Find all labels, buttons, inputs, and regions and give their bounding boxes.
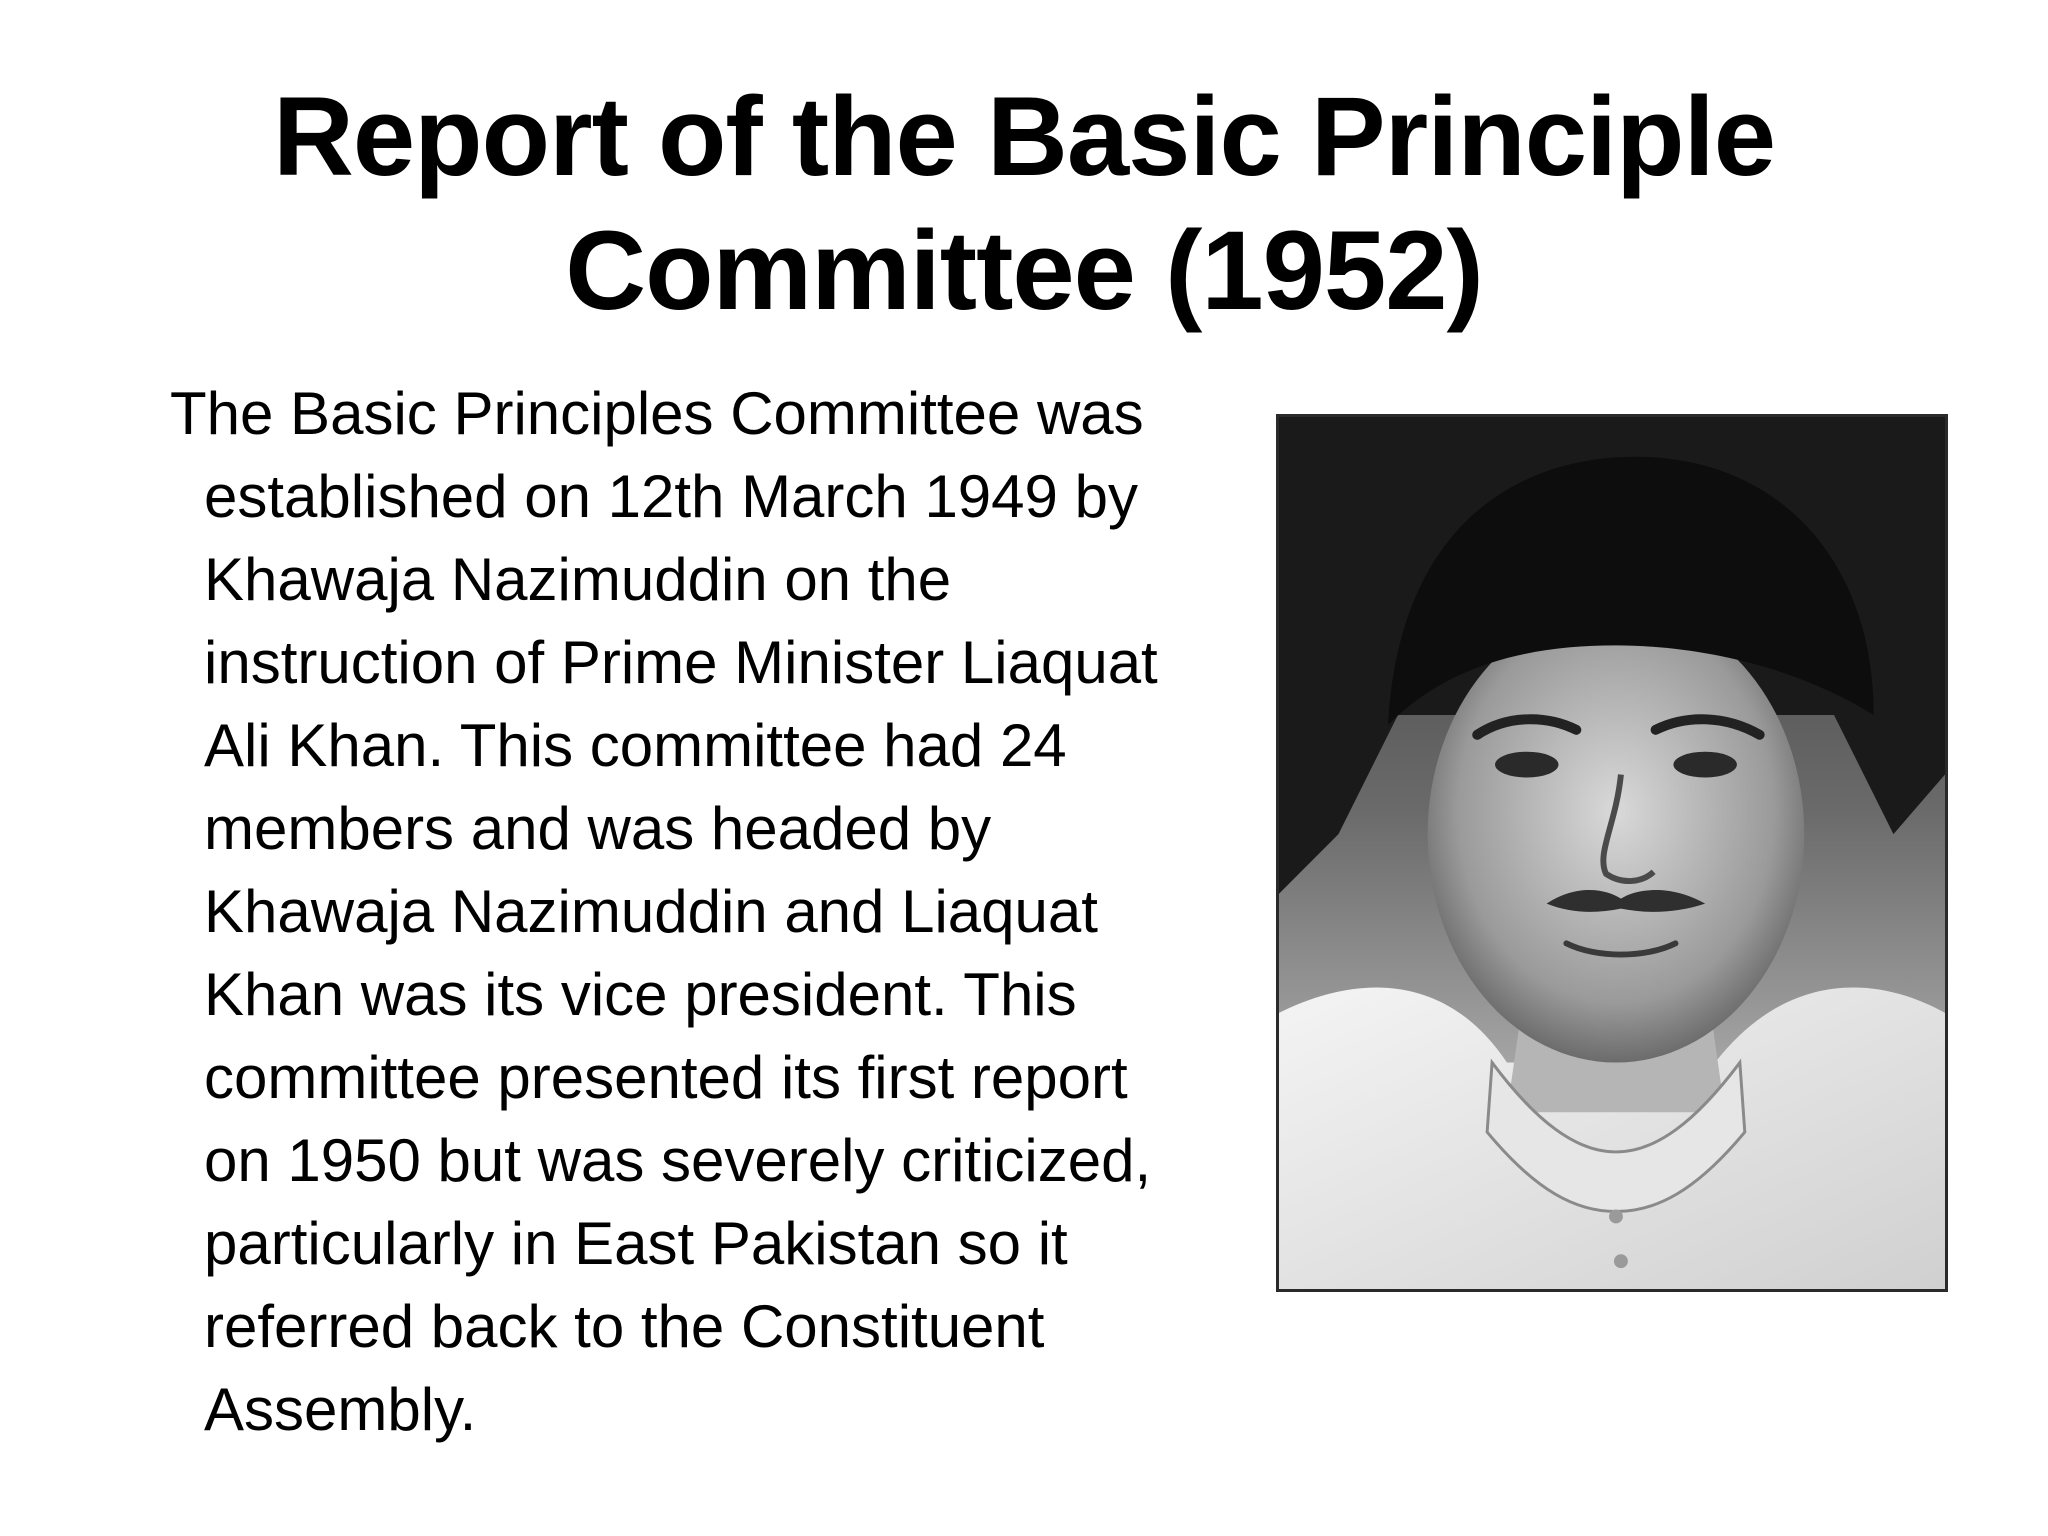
slide-title [100,70,1948,338]
portrait-photo-icon [1279,417,1945,1289]
body-line: established on 12th March 1949 by [204,463,1138,530]
portrait-photo [1276,414,1948,1292]
body-line: Assembly. [204,1376,477,1443]
body-line: Khan was its vice president. This [204,961,1077,1028]
slide-title-line-1: Report of the Basic Principle [273,74,1775,199]
body-line: Khawaja Nazimuddin on the [204,546,952,613]
body-paragraph [170,372,1250,1451]
body-line: Khawaja Nazimuddin and Liaquat [204,878,1098,945]
body-line: members and was headed by [204,795,992,862]
body-line: committee presented its first report [204,1044,1128,1111]
body-line: Ali Khan. This committee had 24 [204,712,1067,779]
body-line: instruction of Prime Minister Liaquat [204,629,1158,696]
slide-title-line-2: Committee (1952) [565,208,1483,333]
body-line: particularly in East Pakistan so it [204,1210,1068,1277]
body-line: referred back to the Constituent [204,1293,1045,1360]
body-line: on 1950 but was severely criticized, [204,1127,1152,1194]
body-line: The Basic Principles Committee was [170,380,1144,447]
